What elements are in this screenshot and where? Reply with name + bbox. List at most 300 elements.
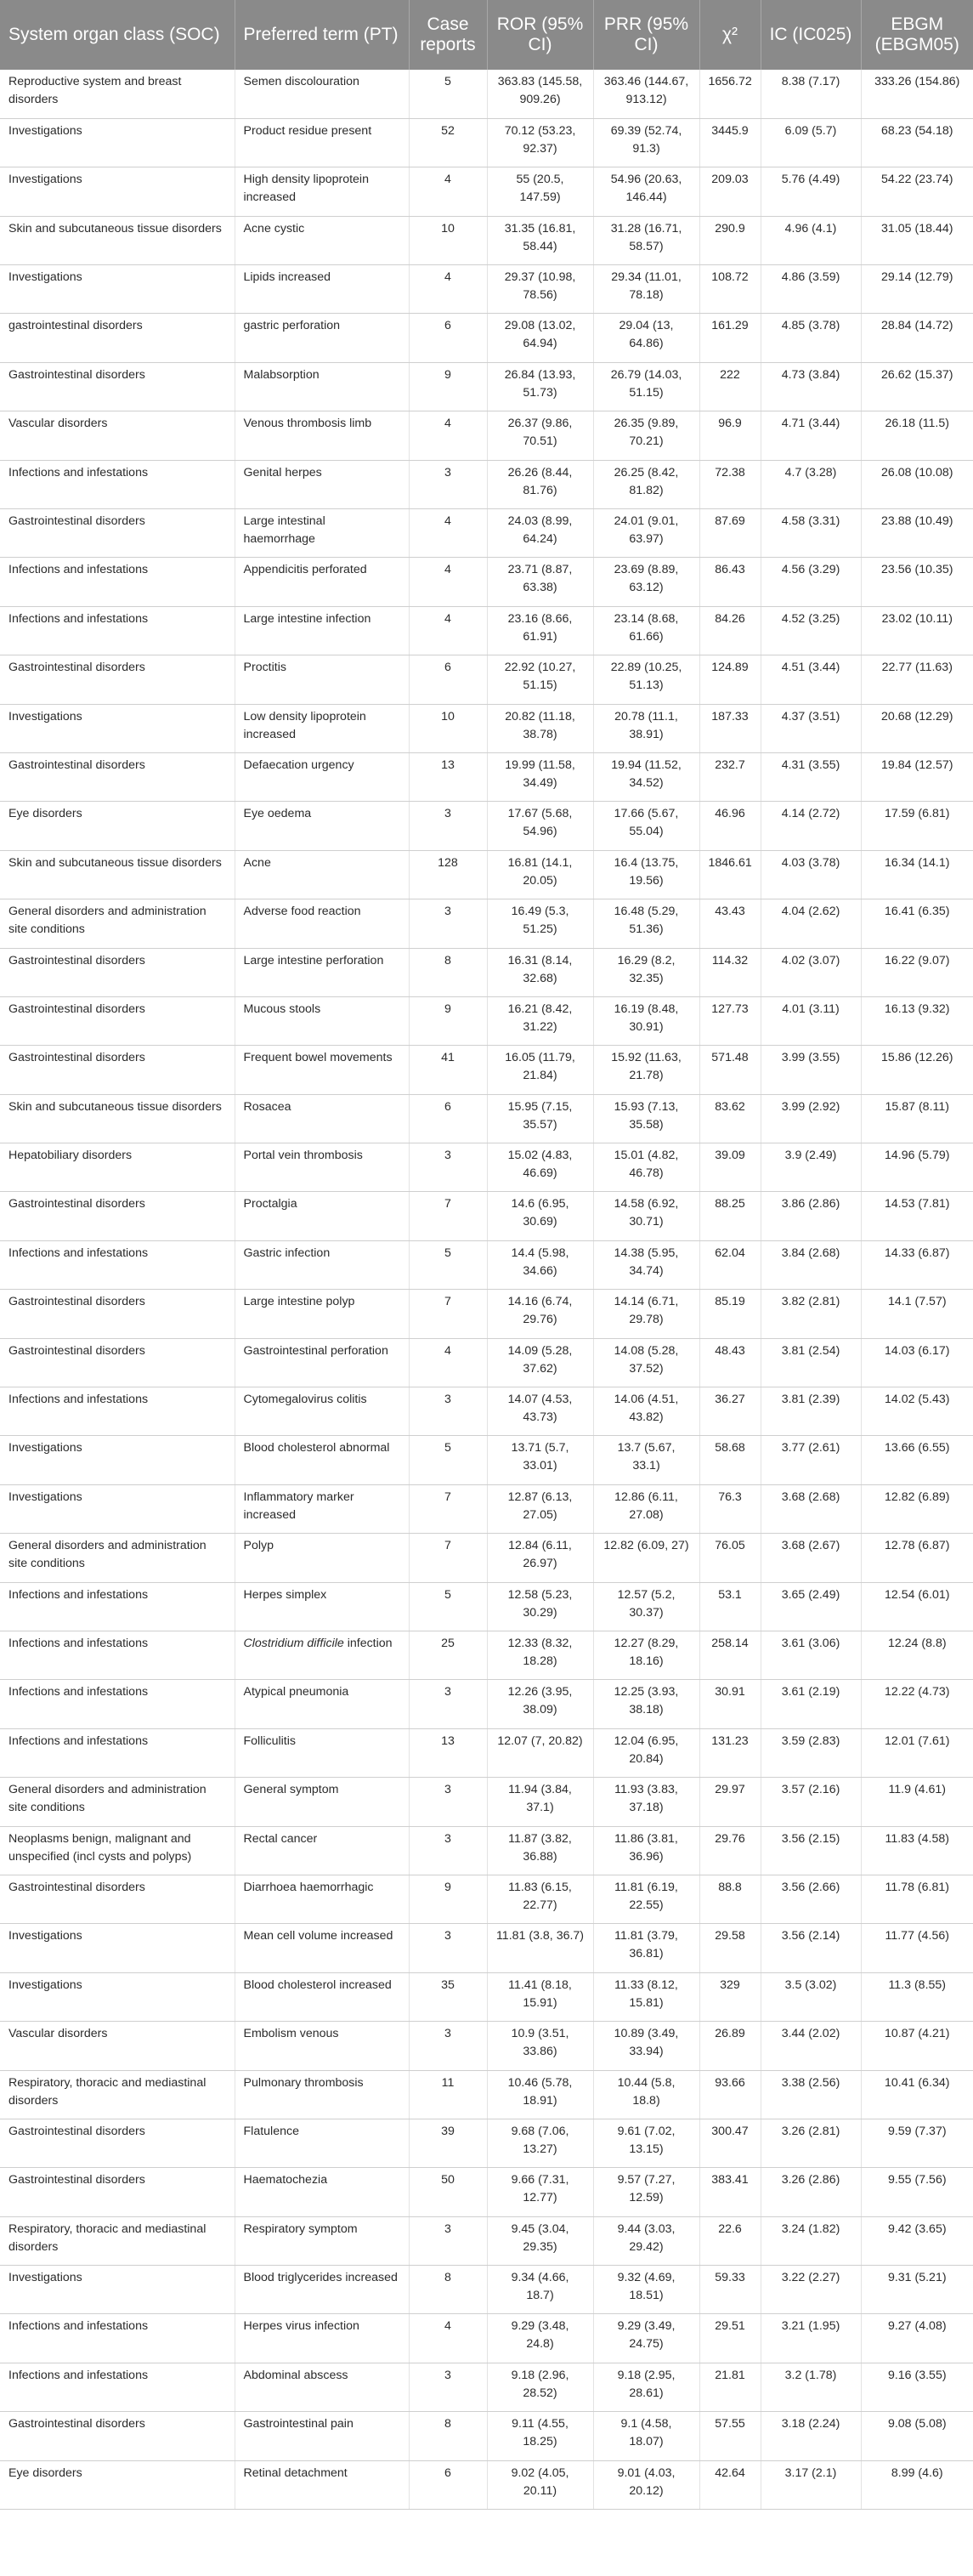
cell-ic: 3.61 (2.19) [761,1680,861,1728]
cell-case-reports: 7 [409,1192,487,1240]
header-case-reports: Case reports [409,0,487,70]
cell-prr: 12.86 (6.11, 27.08) [593,1484,699,1533]
cell-prr: 16.48 (5.29, 51.36) [593,899,699,948]
cell-case-reports: 8 [409,2266,487,2314]
cell-ror: 26.84 (13.93, 51.73) [487,362,593,411]
cell-pt: Flatulence [235,2119,409,2167]
cell-case-reports: 13 [409,1728,487,1777]
cell-ebgm: 14.02 (5.43) [861,1387,973,1436]
cell-ebgm: 14.96 (5.79) [861,1143,973,1192]
cell-ic: 4.86 (3.59) [761,265,861,314]
cell-pt: Venous thrombosis limb [235,411,409,460]
cell-pt: High density lipoprotein increased [235,167,409,216]
cell-case-reports: 6 [409,2460,487,2509]
cell-soc: Gastrointestinal disorders [0,1046,235,1094]
cell-ebgm: 22.77 (11.63) [861,655,973,704]
cell-ic: 3.5 (3.02) [761,1972,861,2021]
cell-chi2: 58.68 [699,1436,761,1484]
cell-ebgm: 14.53 (7.81) [861,1192,973,1240]
table-row [0,2363,973,2411]
cell-soc: Neoplasms benign, malignant and unspecified (incl cysts and polyps) [0,1826,235,1875]
cell-ic: 4.56 (3.29) [761,558,861,606]
cell-chi2: 3445.9 [699,118,761,167]
cell-chi2: 21.81 [699,2363,761,2411]
cell-ic: 4.31 (3.55) [761,752,861,801]
cell-ror: 11.94 (3.84, 37.1) [487,1778,593,1826]
table-row [0,655,973,704]
cell-pt: Portal vein thrombosis [235,1143,409,1192]
cell-pt: Low density lipoprotein increased [235,704,409,752]
cell-chi2: 42.64 [699,2460,761,2509]
cell-case-reports: 7 [409,1534,487,1582]
cell-ic: 4.73 (3.84) [761,362,861,411]
cell-ror: 9.11 (4.55, 18.25) [487,2412,593,2460]
cell-prr: 15.92 (11.63, 21.78) [593,1046,699,1094]
cell-ebgm: 9.31 (5.21) [861,2266,973,2314]
cell-prr: 11.33 (8.12, 15.81) [593,1972,699,2021]
header-pt: Preferred term (PT) [235,0,409,70]
cell-soc: Skin and subcutaneous tissue disorders [0,216,235,264]
cell-ror: 24.03 (8.99, 64.24) [487,509,593,558]
table-row [0,118,973,167]
table-row [0,899,973,948]
cell-chi2: 53.1 [699,1582,761,1631]
cell-case-reports: 9 [409,1875,487,1923]
cell-soc: Infections and infestations [0,2314,235,2363]
table-row [0,1484,973,1533]
cell-ebgm: 23.02 (10.11) [861,606,973,655]
table-row [0,1290,973,1338]
cell-chi2: 127.73 [699,996,761,1045]
table-row [0,948,973,996]
cell-prr: 14.08 (5.28, 37.52) [593,1338,699,1387]
table-row [0,704,973,752]
header-ebgm: EBGM (EBGM05) [861,0,973,70]
cell-pt: Blood cholesterol increased [235,1972,409,2021]
cell-prr: 10.89 (3.49, 33.94) [593,2022,699,2070]
cell-ic: 3.99 (2.92) [761,1094,861,1143]
header-ic: IC (IC025) [761,0,861,70]
cell-case-reports: 3 [409,1680,487,1728]
cell-soc: General disorders and administration site conditions [0,899,235,948]
cell-ebgm: 12.54 (6.01) [861,1582,973,1631]
cell-case-reports: 5 [409,1240,487,1289]
cell-case-reports: 3 [409,1387,487,1436]
cell-prr: 12.25 (3.93, 38.18) [593,1680,699,1728]
cell-pt: Folliculitis [235,1728,409,1777]
cell-ror: 23.16 (8.66, 61.91) [487,606,593,655]
cell-ror: 11.87 (3.82, 36.88) [487,1826,593,1875]
cell-ror: 12.84 (6.11, 26.97) [487,1534,593,1582]
cell-ic: 3.22 (2.27) [761,2266,861,2314]
cell-pt: Gastrointestinal perforation [235,1338,409,1387]
cell-case-reports: 6 [409,314,487,362]
cell-ebgm: 10.87 (4.21) [861,2022,973,2070]
cell-prr: 9.61 (7.02, 13.15) [593,2119,699,2167]
cell-prr: 26.79 (14.03, 51.15) [593,362,699,411]
cell-case-reports: 3 [409,2363,487,2411]
cell-case-reports: 4 [409,606,487,655]
table-row [0,1778,973,1826]
cell-soc: Eye disorders [0,802,235,850]
cell-chi2: 36.27 [699,1387,761,1436]
cell-soc: Respiratory, thoracic and mediastinal disorders [0,2216,235,2265]
cell-pt: Proctitis [235,655,409,704]
cell-chi2: 114.32 [699,948,761,996]
cell-chi2: 76.3 [699,1484,761,1533]
cell-ic: 4.7 (3.28) [761,460,861,508]
table-row [0,996,973,1045]
cell-ic: 3.17 (2.1) [761,2460,861,2509]
cell-chi2: 222 [699,362,761,411]
cell-prr: 12.04 (6.95, 20.84) [593,1728,699,1777]
cell-ror: 13.71 (5.7, 33.01) [487,1436,593,1484]
cell-pt: Frequent bowel movements [235,1046,409,1094]
cell-ic: 8.38 (7.17) [761,70,861,118]
cell-chi2: 300.47 [699,2119,761,2167]
cell-prr: 16.29 (8.2, 32.35) [593,948,699,996]
table-row [0,2412,973,2460]
cell-case-reports: 4 [409,2314,487,2363]
cell-pt: General symptom [235,1778,409,1826]
cell-ebgm: 20.68 (12.29) [861,704,973,752]
cell-ic: 4.58 (3.31) [761,509,861,558]
cell-prr: 23.14 (8.68, 61.66) [593,606,699,655]
cell-ebgm: 26.18 (11.5) [861,411,973,460]
cell-ror: 9.66 (7.31, 12.77) [487,2168,593,2216]
cell-ror: 9.45 (3.04, 29.35) [487,2216,593,2265]
cell-ebgm: 26.08 (10.08) [861,460,973,508]
cell-ic: 3.26 (2.81) [761,2119,861,2167]
cell-chi2: 29.97 [699,1778,761,1826]
table-header [0,0,973,70]
cell-ror: 14.16 (6.74, 29.76) [487,1290,593,1338]
cell-ror: 14.09 (5.28, 37.62) [487,1338,593,1387]
cell-chi2: 29.58 [699,1924,761,1972]
cell-case-reports: 3 [409,1143,487,1192]
cell-ror: 15.95 (7.15, 35.57) [487,1094,593,1143]
cell-pt: Herpes simplex [235,1582,409,1631]
cell-pt: Blood cholesterol abnormal [235,1436,409,1484]
cell-ror: 12.87 (6.13, 27.05) [487,1484,593,1533]
cell-soc: Infections and infestations [0,1387,235,1436]
cell-chi2: 86.43 [699,558,761,606]
cell-soc: Investigations [0,1924,235,1972]
cell-chi2: 124.89 [699,655,761,704]
cell-chi2: 85.19 [699,1290,761,1338]
cell-prr: 12.82 (6.09, 27) [593,1534,699,1582]
cell-soc: Investigations [0,167,235,216]
cell-ebgm: 19.84 (12.57) [861,752,973,801]
cell-case-reports: 7 [409,1290,487,1338]
cell-prr: 13.7 (5.67, 33.1) [593,1436,699,1484]
cell-prr: 16.4 (13.75, 19.56) [593,850,699,899]
cell-prr: 69.39 (52.74, 91.3) [593,118,699,167]
cell-chi2: 46.96 [699,802,761,850]
table-body [0,70,973,2510]
cell-ebgm: 11.3 (8.55) [861,1972,973,2021]
table-row [0,2168,973,2216]
cell-ebgm: 12.01 (7.61) [861,1728,973,1777]
cell-pt: Acne cystic [235,216,409,264]
cell-ror: 55 (20.5, 147.59) [487,167,593,216]
cell-prr: 9.18 (2.95, 28.61) [593,2363,699,2411]
cell-prr: 15.01 (4.82, 46.78) [593,1143,699,1192]
cell-ebgm: 9.42 (3.65) [861,2216,973,2265]
cell-pt: Mean cell volume increased [235,1924,409,1972]
cell-pt: Abdominal abscess [235,2363,409,2411]
cell-soc: Infections and infestations [0,1631,235,1680]
table-row [0,558,973,606]
cell-prr: 12.27 (8.29, 18.16) [593,1631,699,1680]
cell-ic: 3.77 (2.61) [761,1436,861,1484]
table-row [0,2216,973,2265]
cell-pt: Adverse food reaction [235,899,409,948]
cell-ror: 12.26 (3.95, 38.09) [487,1680,593,1728]
cell-ebgm: 11.83 (4.58) [861,1826,973,1875]
cell-ror: 14.4 (5.98, 34.66) [487,1240,593,1289]
cell-ic: 4.02 (3.07) [761,948,861,996]
cell-ror: 10.9 (3.51, 33.86) [487,2022,593,2070]
cell-case-reports: 11 [409,2070,487,2119]
cell-case-reports: 6 [409,655,487,704]
cell-pt: Polyp [235,1534,409,1582]
cell-prr: 54.96 (20.63, 146.44) [593,167,699,216]
table-row [0,2022,973,2070]
cell-prr: 17.66 (5.67, 55.04) [593,802,699,850]
cell-pt: Appendicitis perforated [235,558,409,606]
cell-ror: 31.35 (16.81, 58.44) [487,216,593,264]
cell-ror: 19.99 (11.58, 34.49) [487,752,593,801]
cell-ror: 12.07 (7, 20.82) [487,1728,593,1777]
table-row [0,850,973,899]
cell-chi2: 96.9 [699,411,761,460]
cell-soc: Infections and infestations [0,606,235,655]
cell-prr: 9.44 (3.03, 29.42) [593,2216,699,2265]
cell-ror: 16.21 (8.42, 31.22) [487,996,593,1045]
cell-ic: 3.81 (2.54) [761,1338,861,1387]
header-ror: ROR (95% CI) [487,0,593,70]
cell-soc: Gastrointestinal disorders [0,2412,235,2460]
cell-ebgm: 12.78 (6.87) [861,1534,973,1582]
table-row [0,1826,973,1875]
cell-pt: Lipids increased [235,265,409,314]
cell-chi2: 131.23 [699,1728,761,1777]
header-chi2: χ² [699,0,761,70]
cell-prr: 19.94 (11.52, 34.52) [593,752,699,801]
cell-chi2: 290.9 [699,216,761,264]
cell-pt: Mucous stools [235,996,409,1045]
table-row [0,2070,973,2119]
cell-soc: Gastrointestinal disorders [0,1290,235,1338]
cell-chi2: 329 [699,1972,761,2021]
cell-ic: 3.81 (2.39) [761,1387,861,1436]
table-row [0,314,973,362]
cell-case-reports: 10 [409,216,487,264]
cell-ebgm: 16.13 (9.32) [861,996,973,1045]
cell-chi2: 30.91 [699,1680,761,1728]
cell-ic: 4.51 (3.44) [761,655,861,704]
cell-prr: 23.69 (8.89, 63.12) [593,558,699,606]
cell-soc: Skin and subcutaneous tissue disorders [0,1094,235,1143]
cell-ic: 3.86 (2.86) [761,1192,861,1240]
table-row [0,265,973,314]
cell-ror: 15.02 (4.83, 46.69) [487,1143,593,1192]
cell-ror: 16.31 (8.14, 32.68) [487,948,593,996]
cell-ic: 3.59 (2.83) [761,1728,861,1777]
pt-rest-part: infection [343,1637,393,1650]
cell-case-reports: 4 [409,167,487,216]
cell-prr: 16.19 (8.48, 30.91) [593,996,699,1045]
table-row [0,1582,973,1631]
cell-case-reports: 6 [409,1094,487,1143]
cell-ic: 3.21 (1.95) [761,2314,861,2363]
cell-soc: Reproductive system and breast disorders [0,70,235,118]
cell-chi2: 161.29 [699,314,761,362]
cell-ic: 3.84 (2.68) [761,1240,861,1289]
cell-ic: 3.56 (2.14) [761,1924,861,1972]
cell-ror: 16.49 (5.3, 51.25) [487,899,593,948]
cell-pt: Cytomegalovirus colitis [235,1387,409,1436]
cell-case-reports: 9 [409,996,487,1045]
table-row [0,1972,973,2021]
cell-soc: Infections and infestations [0,1582,235,1631]
table-row [0,1436,973,1484]
cell-ic: 3.57 (2.16) [761,1778,861,1826]
cell-ror: 9.68 (7.06, 13.27) [487,2119,593,2167]
cell-ebgm: 16.34 (14.1) [861,850,973,899]
cell-case-reports: 4 [409,1338,487,1387]
cell-ror: 9.34 (4.66, 18.7) [487,2266,593,2314]
cell-pt: Diarrhoea haemorrhagic [235,1875,409,1923]
table-row [0,1534,973,1582]
cell-soc: Gastrointestinal disorders [0,2168,235,2216]
cell-soc: Infections and infestations [0,1680,235,1728]
cell-chi2: 57.55 [699,2412,761,2460]
cell-case-reports: 5 [409,1582,487,1631]
cell-ebgm: 12.22 (4.73) [861,1680,973,1728]
cell-ic: 4.37 (3.51) [761,704,861,752]
cell-prr: 29.04 (13, 64.86) [593,314,699,362]
table-row [0,509,973,558]
cell-ror: 29.08 (13.02, 64.94) [487,314,593,362]
cell-soc: General disorders and administration site conditions [0,1778,235,1826]
cell-case-reports: 4 [409,265,487,314]
cell-ic: 3.99 (3.55) [761,1046,861,1094]
cell-prr: 14.06 (4.51, 43.82) [593,1387,699,1436]
cell-ebgm: 14.33 (6.87) [861,1240,973,1289]
cell-ror: 11.81 (3.8, 36.7) [487,1924,593,1972]
cell-ebgm: 26.62 (15.37) [861,362,973,411]
cell-prr: 10.44 (5.8, 18.8) [593,2070,699,2119]
cell-ebgm: 31.05 (18.44) [861,216,973,264]
cell-prr: 26.25 (8.42, 81.82) [593,460,699,508]
cell-ror: 23.71 (8.87, 63.38) [487,558,593,606]
cell-case-reports: 10 [409,704,487,752]
table-row [0,411,973,460]
cell-soc: Infections and infestations [0,460,235,508]
cell-ic: 3.68 (2.67) [761,1534,861,1582]
cell-pt: Large intestine perforation [235,948,409,996]
cell-chi2: 29.51 [699,2314,761,2363]
cell-ebgm: 13.66 (6.55) [861,1436,973,1484]
cell-ror: 17.67 (5.68, 54.96) [487,802,593,850]
table-row [0,1924,973,1972]
cell-ebgm: 68.23 (54.18) [861,118,973,167]
cell-ebgm: 9.16 (3.55) [861,2363,973,2411]
cell-soc: Investigations [0,2266,235,2314]
cell-ror: 26.37 (9.86, 70.51) [487,411,593,460]
cell-chi2: 1656.72 [699,70,761,118]
cell-ic: 3.65 (2.49) [761,1582,861,1631]
cell-chi2: 88.8 [699,1875,761,1923]
table-row [0,1143,973,1192]
cell-chi2: 108.72 [699,265,761,314]
cell-ror: 12.58 (5.23, 30.29) [487,1582,593,1631]
cell-ebgm: 23.88 (10.49) [861,509,973,558]
cell-pt: Blood triglycerides increased [235,2266,409,2314]
cell-ic: 3.61 (3.06) [761,1631,861,1680]
cell-soc: Vascular disorders [0,2022,235,2070]
cell-soc: Gastrointestinal disorders [0,2119,235,2167]
cell-pt: Large intestine infection [235,606,409,655]
cell-ic: 3.9 (2.49) [761,1143,861,1192]
cell-pt: Large intestinal haemorrhage [235,509,409,558]
cell-ic: 4.14 (2.72) [761,802,861,850]
cell-pt: Genital herpes [235,460,409,508]
cell-pt: Gastrointestinal pain [235,2412,409,2460]
cell-pt [235,1631,409,1680]
cell-soc: Investigations [0,1436,235,1484]
table-row [0,1338,973,1387]
cell-chi2: 62.04 [699,1240,761,1289]
cell-pt: Product residue present [235,118,409,167]
cell-soc: Gastrointestinal disorders [0,1192,235,1240]
cell-pt: Proctalgia [235,1192,409,1240]
cell-prr: 9.01 (4.03, 20.12) [593,2460,699,2509]
table-row [0,167,973,216]
cell-case-reports: 4 [409,411,487,460]
table-row [0,2460,973,2509]
cell-ebgm: 11.9 (4.61) [861,1778,973,1826]
cell-soc: Respiratory, thoracic and mediastinal disorders [0,2070,235,2119]
cell-ic: 4.71 (3.44) [761,411,861,460]
cell-soc: Investigations [0,704,235,752]
cell-ebgm: 15.86 (12.26) [861,1046,973,1094]
cell-chi2: 22.6 [699,2216,761,2265]
table-row [0,2266,973,2314]
cell-soc: Infections and infestations [0,558,235,606]
table-row [0,1680,973,1728]
cell-soc: Gastrointestinal disorders [0,996,235,1045]
cell-case-reports: 52 [409,118,487,167]
cell-prr: 9.57 (7.27, 12.59) [593,2168,699,2216]
cell-chi2: 88.25 [699,1192,761,1240]
cell-ror: 9.29 (3.48, 24.8) [487,2314,593,2363]
cell-ebgm: 29.14 (12.79) [861,265,973,314]
table-row [0,2119,973,2167]
cell-case-reports: 4 [409,509,487,558]
cell-soc: Investigations [0,265,235,314]
cell-ebgm: 11.77 (4.56) [861,1924,973,1972]
cell-ror: 12.33 (8.32, 18.28) [487,1631,593,1680]
cell-ror: 9.02 (4.05, 20.11) [487,2460,593,2509]
cell-ic: 4.01 (3.11) [761,996,861,1045]
cell-case-reports: 3 [409,2216,487,2265]
cell-soc: General disorders and administration site conditions [0,1534,235,1582]
table-row [0,70,973,118]
cell-ebgm: 8.99 (4.6) [861,2460,973,2509]
